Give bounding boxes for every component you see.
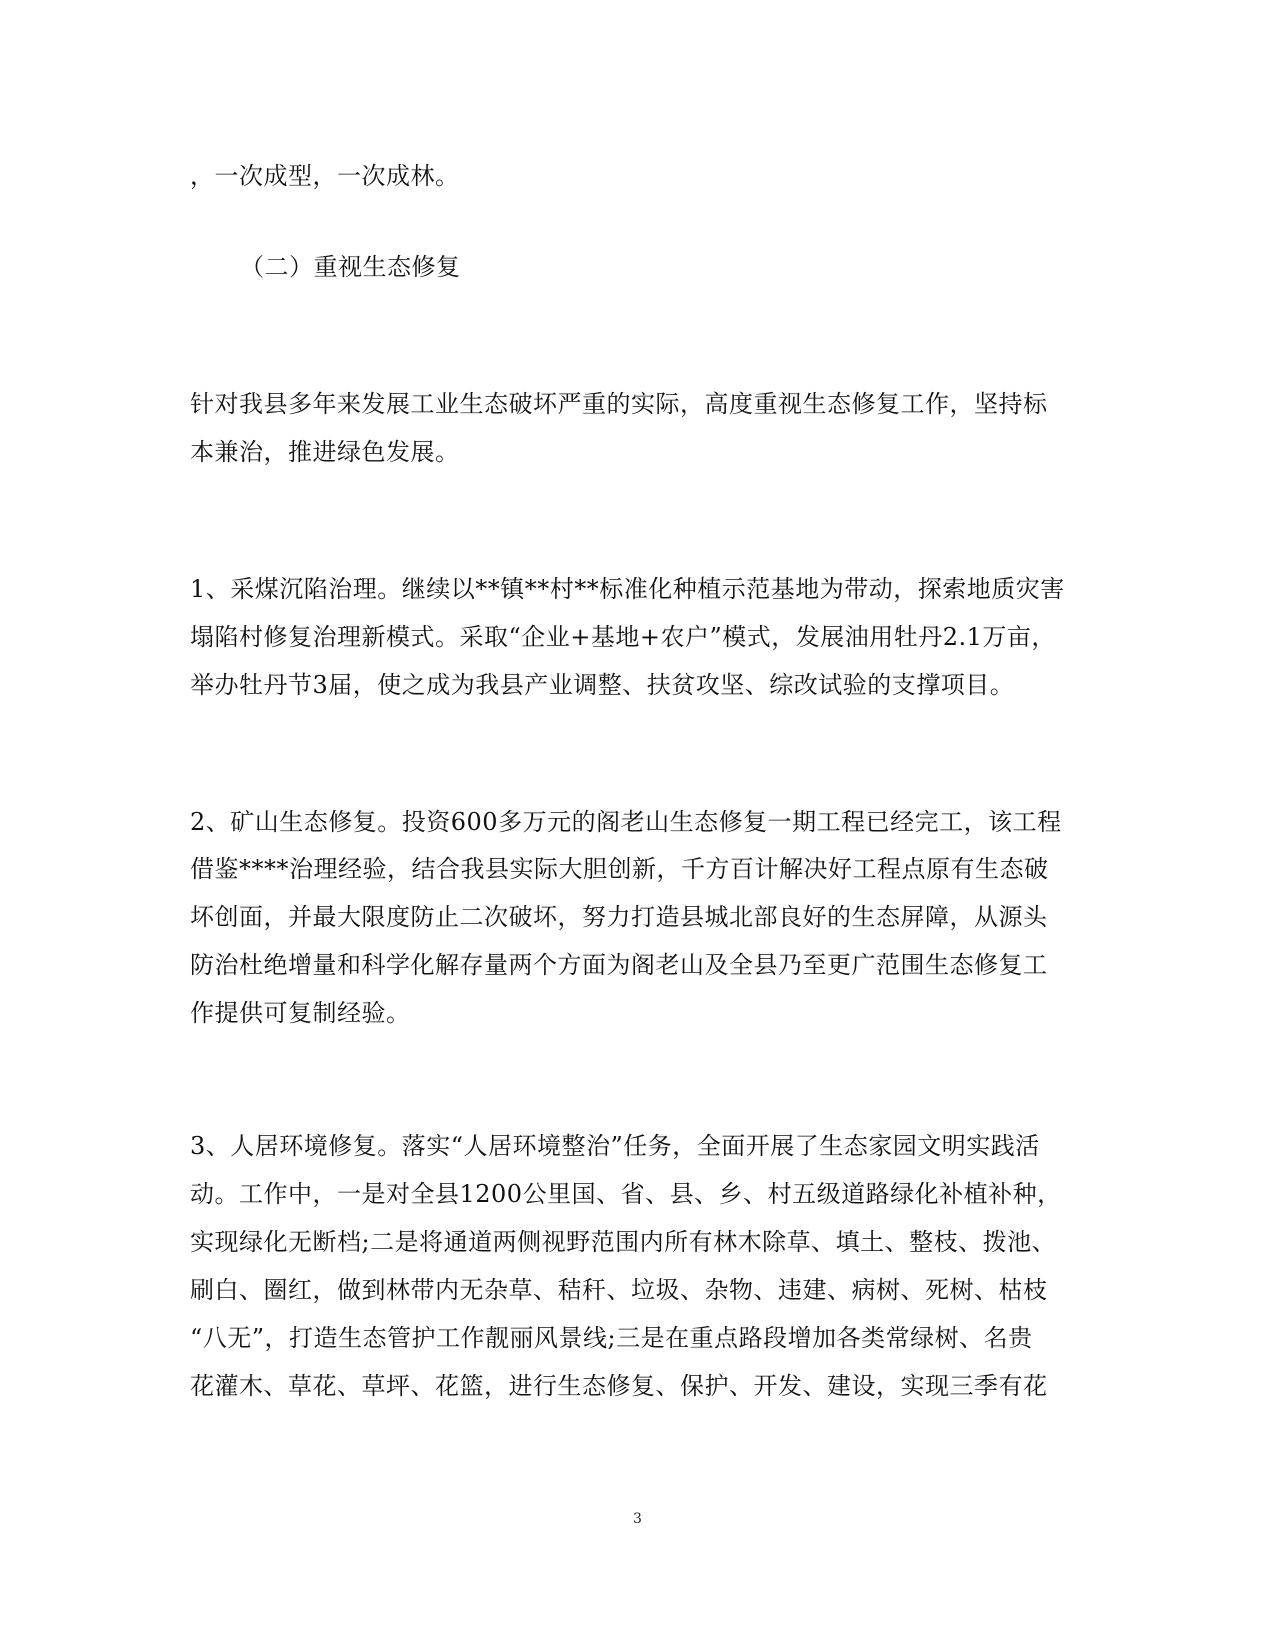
text-line: 防治杜绝增量和科学化解存量两个方面为阁老山及全县乃至更广范围生态修复工 [190,951,1048,979]
section-heading: （二）重视生态修复 [240,253,461,281]
text-line: 1、采煤沉陷治理。继续以**镇**村**标准化种植示范基地为带动，探索地质灾害 [190,575,1065,603]
text-line: “八无”，打造生态管护工作靓丽风景线;三是在重点路段增加各类常绿树、名贵 [190,1324,1033,1352]
text-line: 借鉴****治理经验，结合我县实际大胆创新，千方百计解决好工程点原有生态破 [190,855,1049,883]
text-line: 2、矿山生态修复。投资600多万元的阁老山生态修复一期工程已经完工，该工程 [190,808,1062,836]
text-line: 作提供可复制经验。 [190,999,411,1027]
text-line: 刷白、圈红，做到林带内无杂草、秸秆、垃圾、杂物、违建、病树、死树、枯枝 [190,1276,1048,1304]
text-line: 动。工作中，一是对全县1200公里国、省、县、乡、村五级道路绿化补植补种， [190,1180,1062,1208]
text-line: 3、人居环境修复。落实“人居环境整治”任务，全面开展了生态家园文明实践活 [190,1132,1040,1160]
text-line: 举办牡丹节3届，使之成为我县产业调整、扶贫攻坚、综改试验的支撑项目。 [190,671,1015,699]
text-line: 本兼治，推进绿色发展。 [190,438,460,466]
text-line: 塌陷村修复治理新模式。采取“企业+基地+农户”模式，发展油用牡丹2.1万亩， [190,623,1056,651]
page-number: 3 [633,1511,642,1527]
text-line: 针对我县多年来发展工业生态破坏严重的实际，高度重视生态修复工作，坚持标 [190,390,1048,418]
text-line: 实现绿化无断档;二是将通道两侧视野范围内所有林木除草、填土、整枝、拨池、 [190,1228,1057,1256]
text-line: ，一次成型，一次成林。 [190,162,460,190]
text-line: 坏创面，并最大限度防止二次破坏，努力打造县城北部良好的生态屏障，从源头 [190,903,1048,931]
text-line: 花灌木、草花、草坪、花篮，进行生态修复、保护、开发、建设，实现三季有花 [190,1372,1048,1400]
